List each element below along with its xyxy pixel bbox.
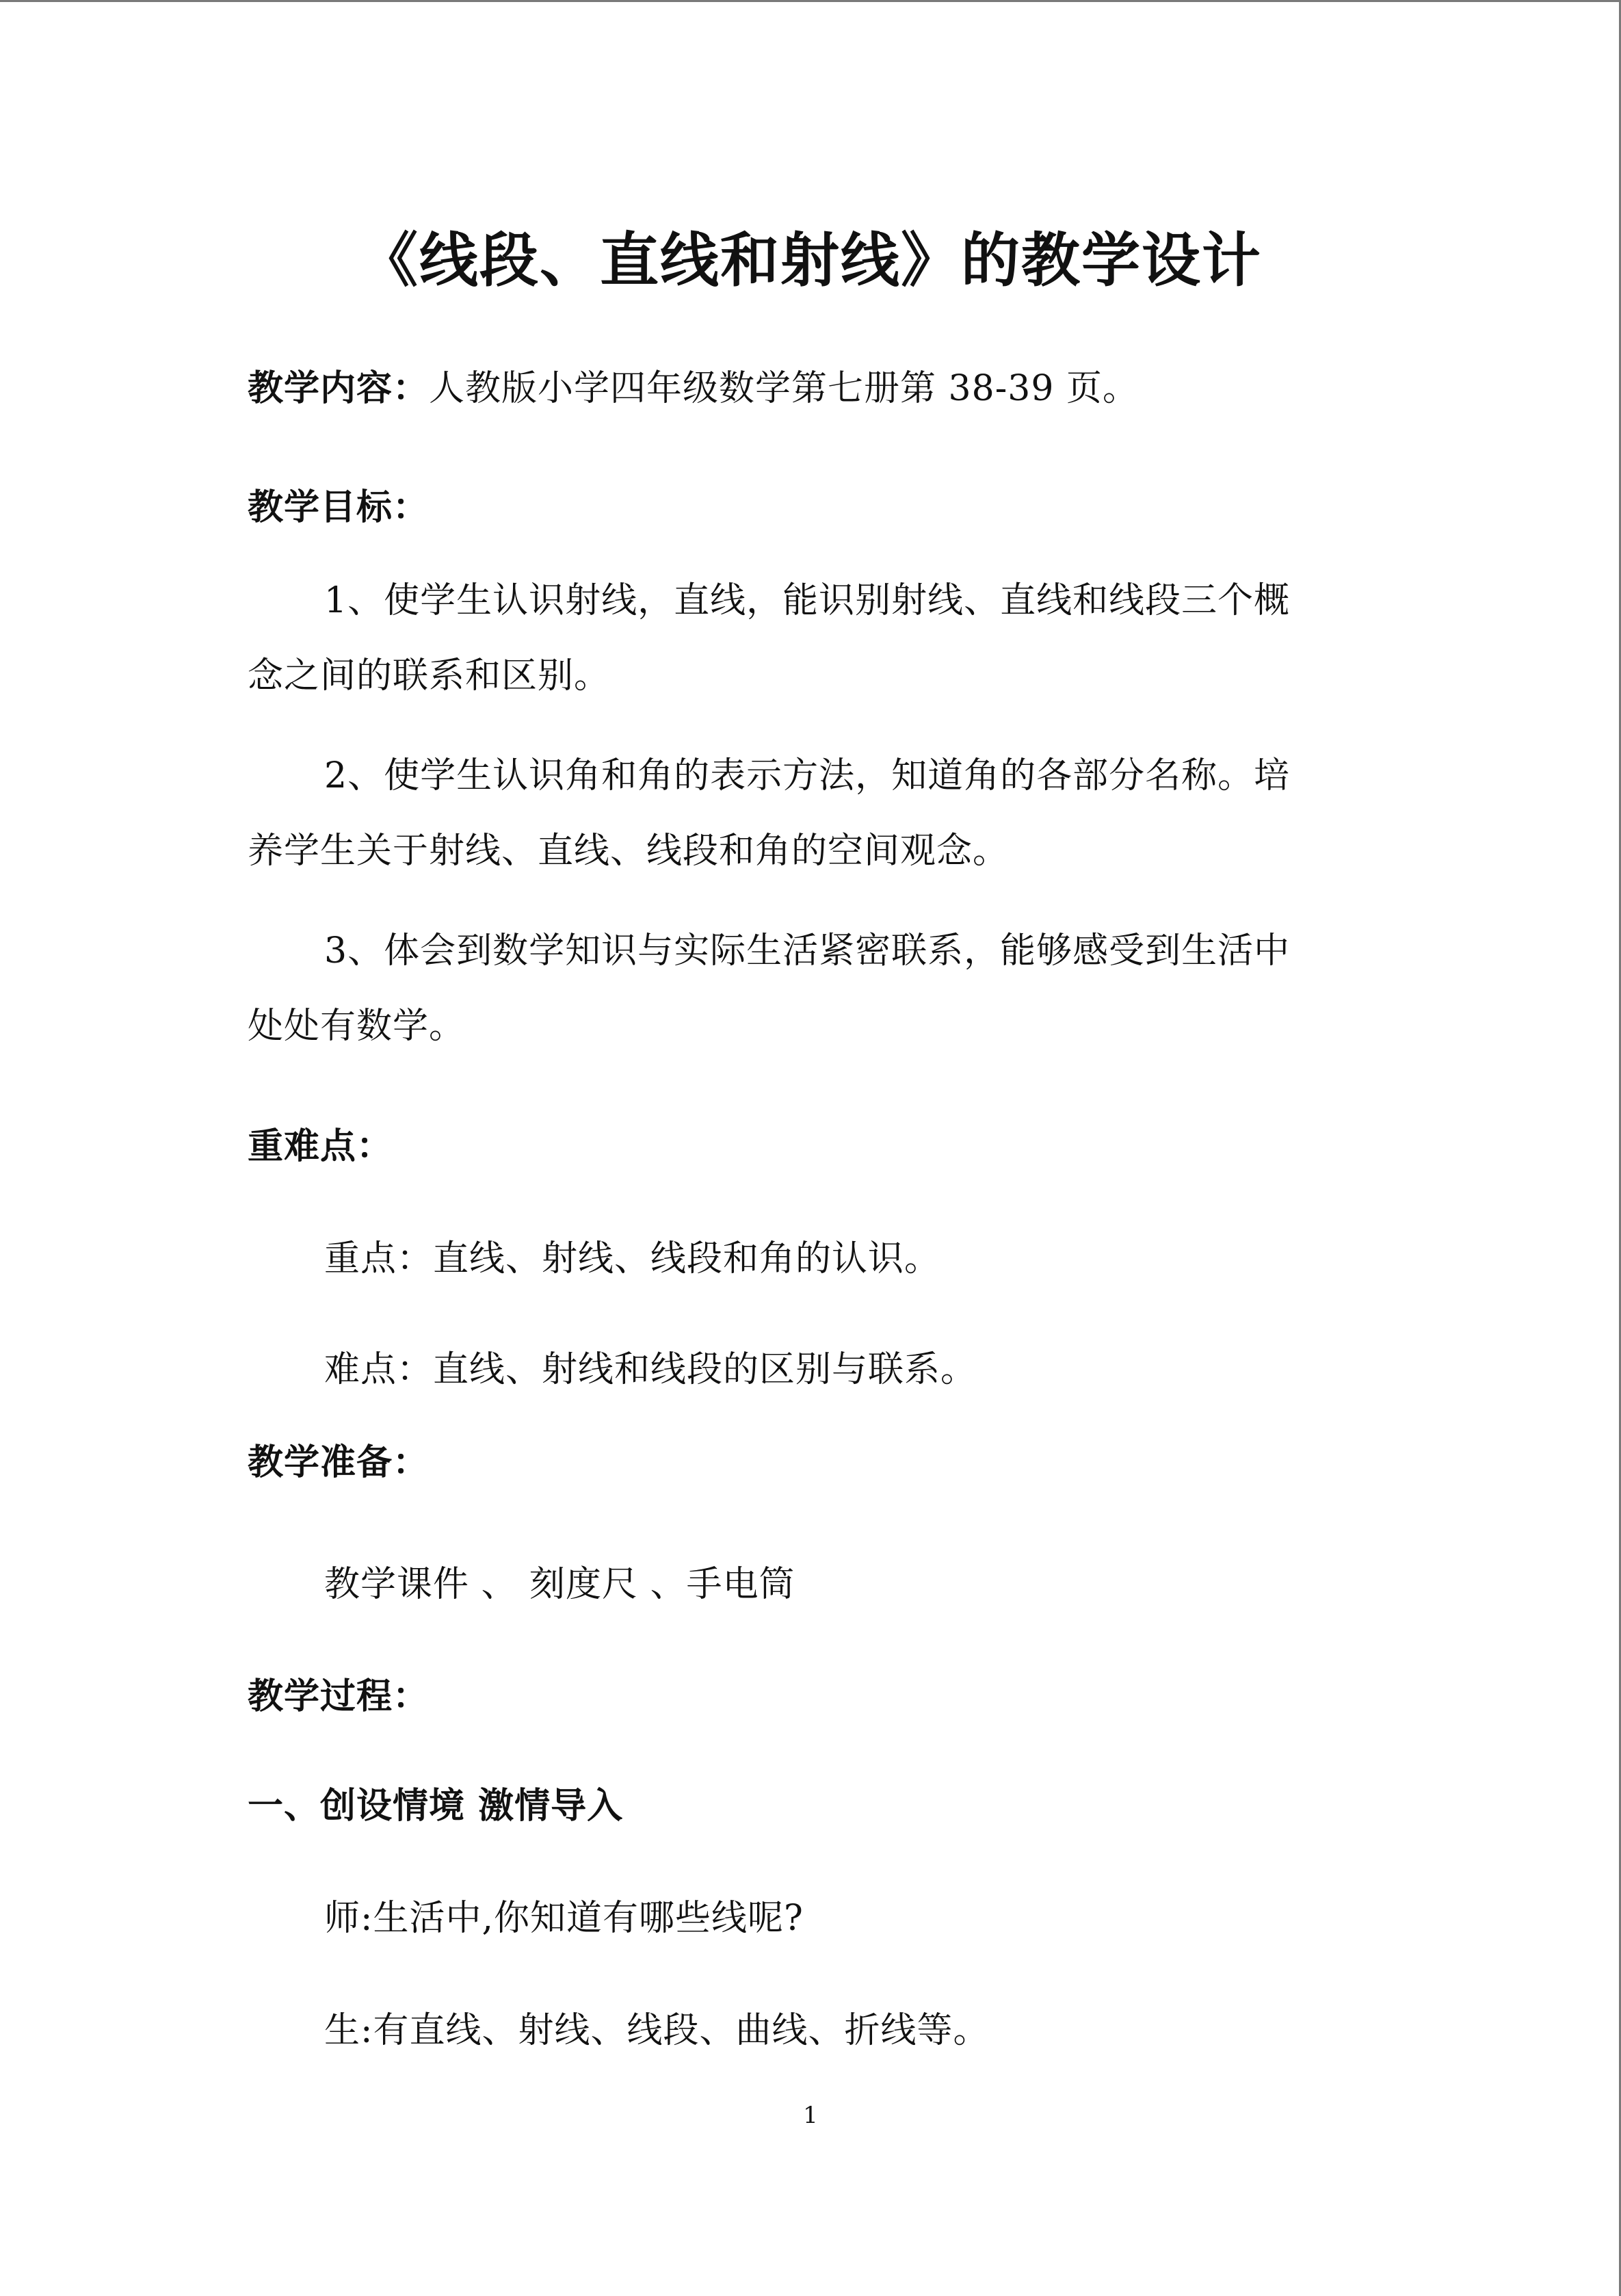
key-point: 重点：直线、射线、线段和角的认识。 bbox=[324, 1238, 941, 1279]
difficulties-heading: 重难点： bbox=[248, 1126, 393, 1167]
difficult-point: 难点：直线、射线和线段的区别与联系。 bbox=[324, 1349, 977, 1390]
student-line: 生:有直线、射线、线段、曲线、折线等。 bbox=[324, 2010, 990, 2051]
objective-1-line-2: 念之间的联系和区别。 bbox=[248, 655, 611, 696]
page-number: 1 bbox=[803, 2102, 818, 2129]
teacher-line: 师:生活中,你知道有哪些线呢? bbox=[324, 1898, 804, 1939]
section-1-heading: 一、创设情境 激情导入 bbox=[248, 1786, 624, 1827]
objective-1-line-1: 1、使学生认识射线，直线，能识别射线、直线和线段三个概 bbox=[324, 580, 1291, 621]
objectives-heading: 教学目标： bbox=[248, 487, 430, 528]
teaching-content-label: 教学内容： bbox=[248, 368, 430, 409]
page-top-border bbox=[0, 0, 1621, 2]
objective-2-line-1: 2、使学生认识角和角的表示方法，知道角的各部分名称。培 bbox=[324, 755, 1291, 796]
objective-3-line-2: 处处有数学。 bbox=[248, 1006, 466, 1047]
teaching-content-line bbox=[248, 367, 1139, 410]
objective-2-line-2: 养学生关于射线、直线、线段和角的空间观念。 bbox=[248, 831, 1010, 872]
teaching-content-text: 人教版小学四年级数学第七册第 38-39 页。 bbox=[429, 368, 1139, 409]
preparation-items: 教学课件 、 刻度尺 、手电筒 bbox=[324, 1564, 795, 1605]
process-heading: 教学过程： bbox=[248, 1676, 430, 1717]
objective-3-line-1: 3、体会到数学知识与实际生活紧密联系，能够感受到生活中 bbox=[324, 930, 1291, 971]
document-title: 《线段、直线和射线》的教学设计 bbox=[359, 226, 1262, 295]
preparation-heading: 教学准备： bbox=[248, 1442, 430, 1483]
